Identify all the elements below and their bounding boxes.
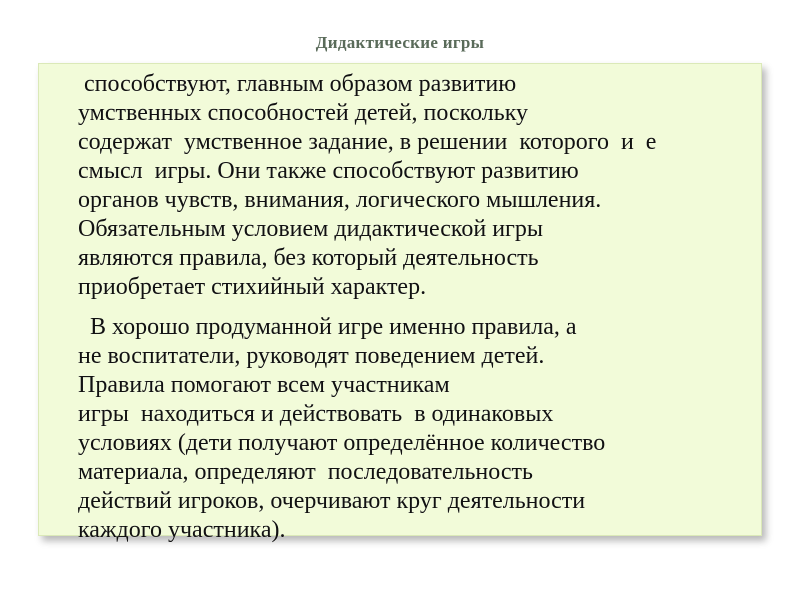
text-line: содержат умственное задание, в решении которого и е [78,129,657,155]
text-line: В хорошо продуманной игре именно правила, а [78,314,577,340]
paragraph-gap [78,302,800,313]
text-line: условиях (дети получают определённое количество [78,430,606,456]
text-line: не воспитатели, руководят поведением детей. [78,343,545,369]
text-line: способствуют, главным образом развитию [78,71,517,97]
body-text [78,70,800,545]
text-line: материала, определяют последовательность [78,459,533,485]
text-line: смысл игры. Они также способствуют развитию [78,158,579,184]
text-line: органов чувств, внимания, логического мышления. [78,187,602,213]
slide-title: Дидактические игры [315,33,485,52]
text-line: каждого участника). [78,517,286,543]
text-line: игры находиться и действовать в одинаковых [78,401,554,427]
paragraph-1 [78,70,800,302]
text-line: умственных способностей детей, поскольку [78,100,529,126]
text-line: Правила помогают всем участникам [78,372,450,398]
text-line: Обязательным условием дидактической игры [78,216,544,242]
paragraph-2 [78,313,800,545]
text-line: приобретает стихийный характер. [78,274,427,300]
text-line: действий игроков, очерчивают круг деятельности [78,488,586,514]
text-line: являются правила, без который деятельность [78,245,539,271]
